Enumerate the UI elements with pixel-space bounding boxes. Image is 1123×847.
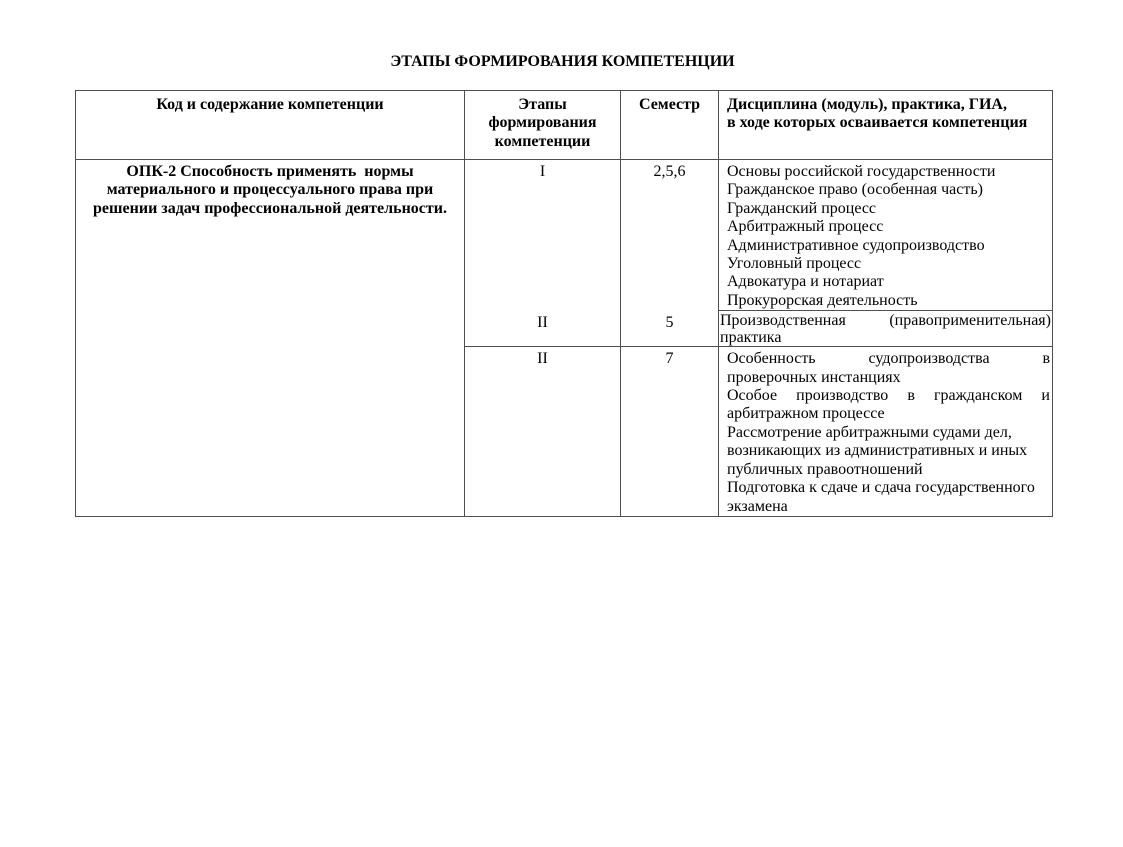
semester-cell: 5 (621, 311, 719, 347)
discipline-item: Гражданский процесс (727, 199, 877, 217)
header-discipline-line-2: в ходе которых осваивается компетенция (727, 114, 1028, 132)
page-title: ЭТАПЫ ФОРМИРОВАНИЯ КОМПЕТЕНЦИИ (390, 53, 735, 70)
semester-cell: 2,5,6 (621, 160, 719, 311)
competency-line: материального и процессуального права при (106, 181, 434, 199)
discipline-item: Особенность судопроизводства в (727, 350, 1050, 368)
discipline-item: публичных правоотношений (727, 460, 923, 478)
discipline-item: Арбитражный процесс (727, 218, 884, 236)
semester-cell: 7 (621, 347, 719, 517)
header-cell-discipline (719, 91, 1053, 160)
discipline-item: Основы российской государственности (727, 163, 996, 180)
discipline-item: Производственная (правоприменительная) (720, 312, 1051, 330)
header-cell-stages: Этапы формирования компетенции (465, 91, 621, 160)
discipline-item: Рассмотрение арбитражными судами дел, (727, 423, 1012, 441)
discipline-item: арбитражном процессе (727, 405, 885, 423)
competency-line: ОПК-2 Способность применять нормы (126, 163, 414, 180)
discipline-item: Административное судопроизводство (727, 236, 985, 254)
discipline-item: Особое производство в гражданском и (727, 387, 1050, 405)
stage-cell: II (465, 311, 621, 347)
header-cell-competency: Код и содержание компетенции (76, 91, 465, 160)
discipline-item: Уголовный процесс (727, 255, 862, 273)
competency-line: решении задач профессиональной деятельности. (93, 199, 447, 217)
discipline-item: проверочных инстанциях (727, 368, 901, 386)
stage-cell: I (465, 160, 621, 311)
discipline-item: Гражданское право (особенная часть) (727, 181, 983, 199)
discipline-item: практика (720, 329, 782, 347)
disciplines-cell (719, 160, 1053, 311)
discipline-item: возникающих из административных и иных (727, 442, 1028, 460)
table-row-stage-1 (76, 160, 1053, 311)
discipline-item: Адвокатура и нотариат (727, 273, 884, 291)
disciplines-cell (719, 347, 1053, 517)
practice-cell (719, 311, 1053, 347)
header-cell-semester: Семестр (621, 91, 719, 160)
header-discipline-line-1: Дисциплина (модуль), практика, ГИА, (727, 96, 1007, 113)
discipline-item: экзамена (727, 497, 788, 515)
table-header-row (76, 91, 1053, 160)
discipline-item: Подготовка к сдаче и сдача государственного (727, 479, 1035, 497)
competency-stages-table (75, 90, 1053, 517)
discipline-item: Прокурорская деятельность (727, 291, 918, 309)
stage-cell: II (465, 347, 621, 517)
competency-cell (76, 160, 465, 517)
